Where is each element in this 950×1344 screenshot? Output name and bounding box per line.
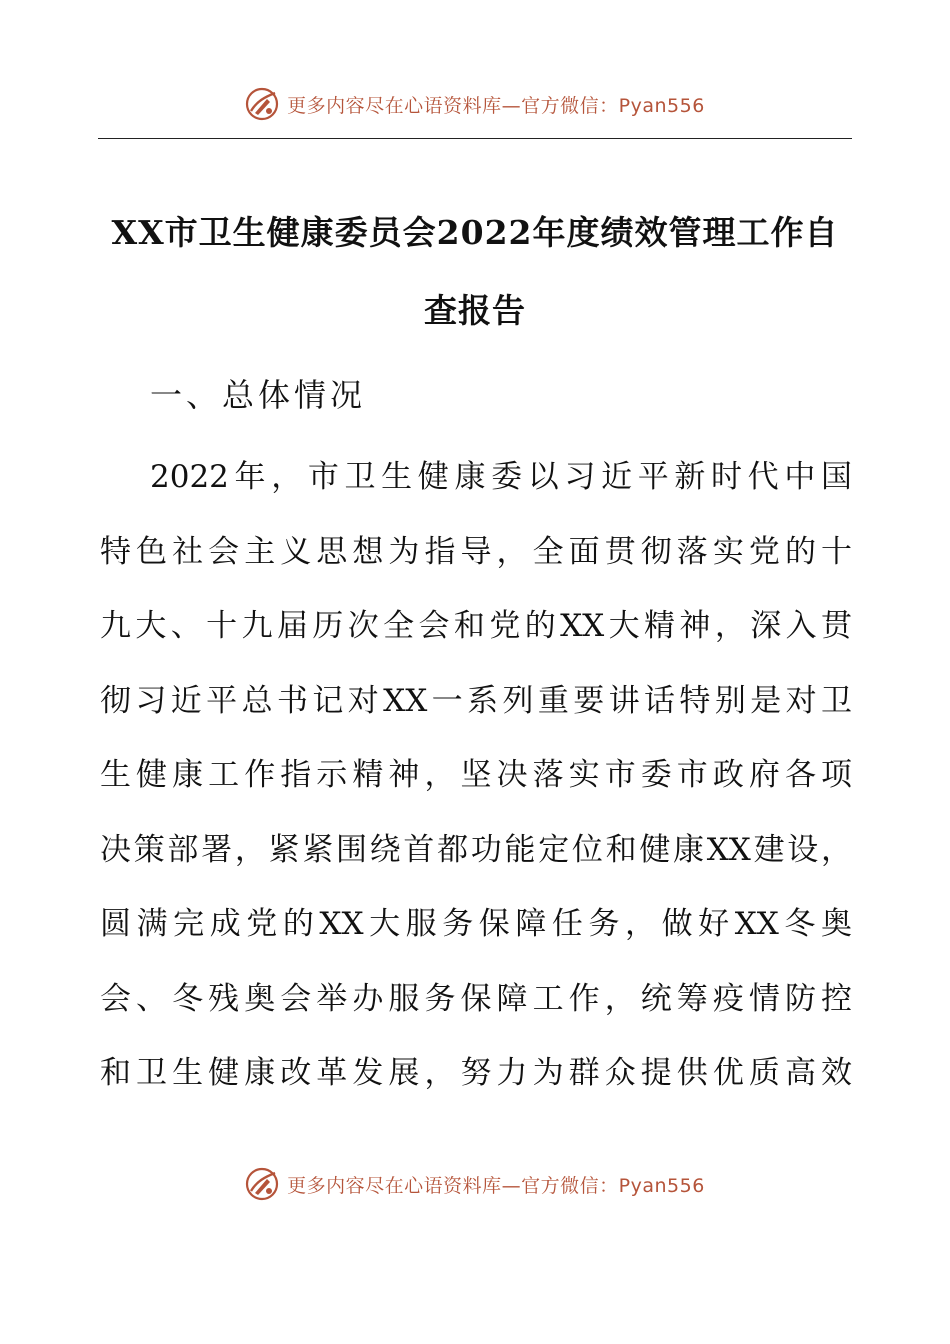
paragraph-line: 2022年，市卫生健康委以习近平新时代中国 — [150, 459, 852, 495]
title-line-2: 查报告 — [424, 291, 526, 330]
document-title — [98, 194, 852, 350]
section-heading: 一、总体情况 — [150, 376, 367, 414]
body-paragraph — [100, 440, 852, 1111]
pen-logo-icon — [245, 1167, 279, 1201]
watermark-text: 更多内容尽在心语资料库—官方微信：Pyan556 — [287, 94, 705, 117]
paragraph-line: 特色社会主义思想为指导，全面贯彻落实党的十 — [100, 533, 852, 570]
paragraph-line: 会、冬残奥会举办服务保障工作，统筹疫情防控 — [100, 980, 852, 1017]
paragraph-line: 和卫生健康改革发展，努力为群众提供优质高效 — [100, 1055, 852, 1091]
pen-logo-icon — [245, 87, 279, 121]
watermark-text: 更多内容尽在心语资料库—官方微信：Pyan556 — [287, 1174, 705, 1197]
paragraph-line: 彻习近平总书记对XX一系列重要讲话特别是对卫 — [100, 682, 852, 719]
footer-watermark — [0, 1164, 950, 1204]
paragraph-line: 圆满完成党的XX大服务保障任务，做好XX冬奥 — [100, 906, 852, 942]
header-watermark — [0, 84, 950, 124]
header-divider — [98, 138, 852, 139]
paragraph-line: 生健康工作指示精神，坚决落实市委市政府各项 — [100, 757, 852, 793]
paragraph-line: 九大、十九届历次全会和党的XX大精神，深入贯 — [100, 608, 852, 644]
paragraph-line: 决策部署，紧紧围绕首都功能定位和健康XX建设， — [100, 831, 852, 868]
title-line-1: XX市卫生健康委员会2022年度绩效管理工作自 — [111, 213, 839, 252]
